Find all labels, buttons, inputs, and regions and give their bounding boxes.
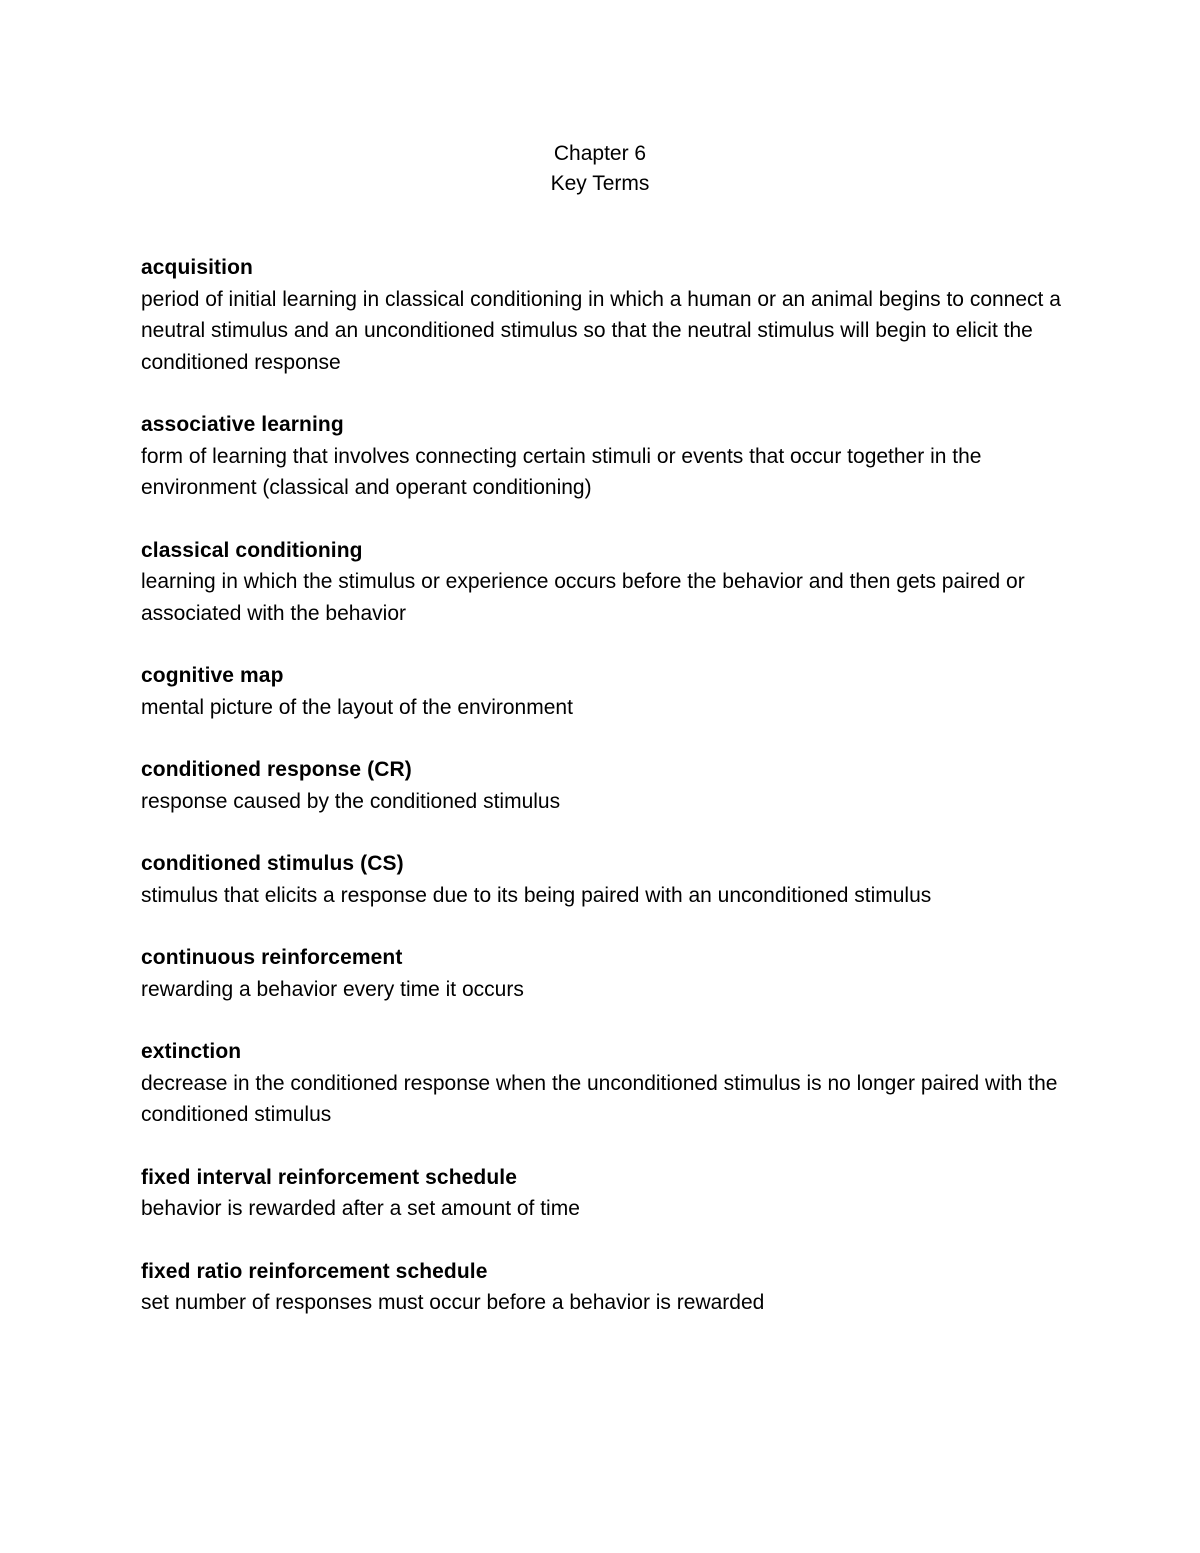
term-definition: form of learning that involves connecting certain stimuli or events that occur together in the environment (classical and operant conditioning): [141, 444, 982, 499]
term-name: fixed interval reinforcement schedule: [141, 1165, 517, 1189]
term-entry: [141, 754, 1071, 817]
term-name: extinction: [141, 1040, 242, 1063]
page-header: [0, 139, 1200, 199]
term-name: associative learning: [141, 413, 344, 436]
term-definition: mental picture of the layout of the environment: [141, 695, 573, 719]
term-name: conditioned response (CR): [141, 758, 412, 781]
term-definition: learning in which the stimulus or experience occurs before the behavior and then gets paired or associated with the behavior: [141, 570, 1025, 625]
term-name: acquisition: [141, 256, 253, 279]
page-subtitle: Key Terms: [550, 172, 650, 195]
term-name: cognitive map: [141, 664, 284, 687]
term-entry: [141, 409, 1071, 504]
key-terms-list: [141, 252, 1071, 1350]
term-definition: decrease in the conditioned response when the unconditioned stimulus is no longer paired with the conditioned stimulus: [141, 1071, 1058, 1126]
term-entry: [141, 535, 1071, 630]
term-entry: [141, 942, 1071, 1005]
term-definition: behavior is rewarded after a set amount of time: [141, 1197, 580, 1220]
term-name: conditioned stimulus (CS): [141, 852, 404, 875]
term-definition: response caused by the conditioned stimulus: [141, 789, 561, 813]
term-name: continuous reinforcement: [141, 946, 403, 969]
term-entry: [141, 660, 1071, 723]
term-name: fixed ratio reinforcement schedule: [141, 1259, 488, 1283]
term-definition: period of initial learning in classical conditioning in which a human or an animal begins to connect a neutral stimulus and an unconditioned stimulus so that the neutral stimulus will begin to elicit the conditioned response: [141, 287, 1061, 374]
chapter-title: Chapter 6: [553, 142, 647, 165]
term-definition: rewarding a behavior every time it occurs: [141, 977, 524, 1001]
term-entry: [141, 1036, 1071, 1131]
term-entry: [141, 848, 1071, 911]
term-entry: [141, 1162, 1071, 1225]
term-name: classical conditioning: [141, 538, 363, 562]
term-entry: [141, 252, 1071, 378]
term-definition: set number of responses must occur before a behavior is rewarded: [141, 1291, 765, 1314]
term-definition: stimulus that elicits a response due to its being paired with an unconditioned stimulus: [141, 883, 932, 907]
term-entry: [141, 1256, 1071, 1319]
